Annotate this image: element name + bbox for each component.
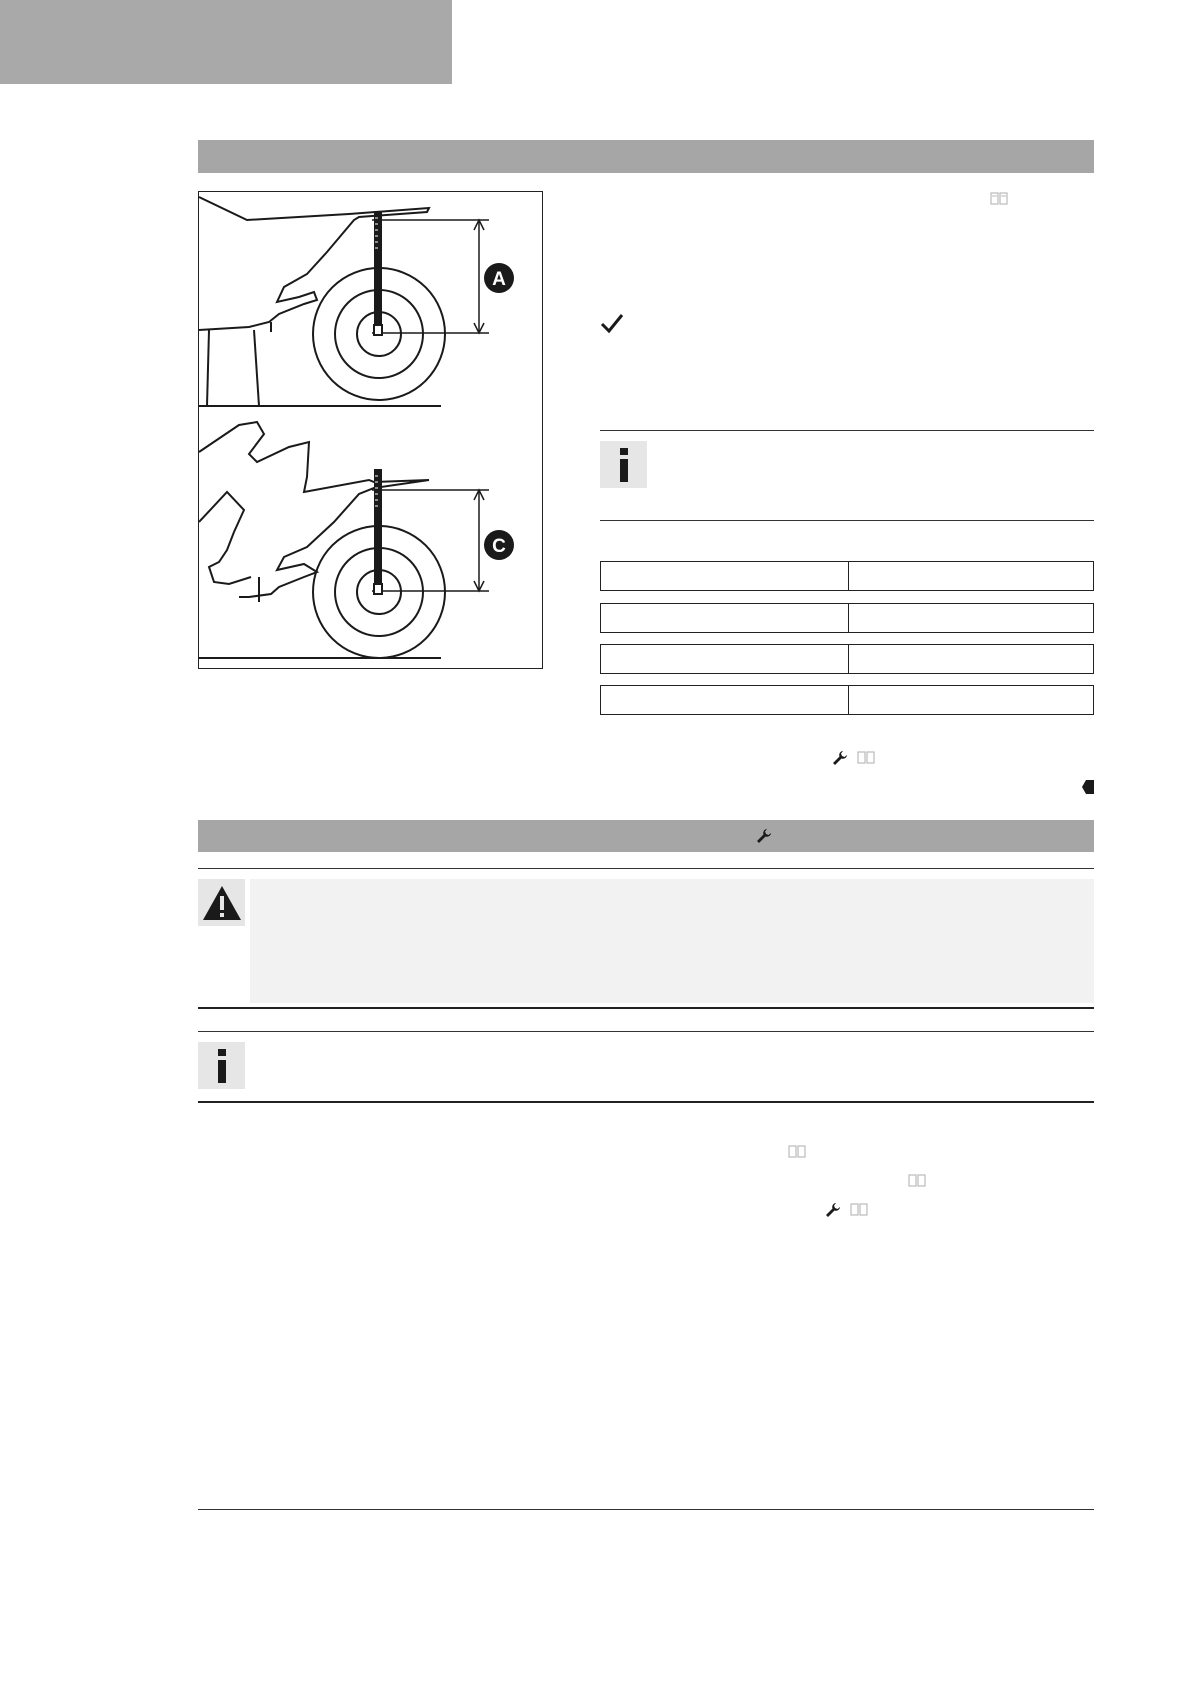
book-reference-icon[interactable] [850, 1203, 868, 1217]
chapter-tab [0, 0, 452, 84]
table-row [600, 561, 1094, 591]
book-reference-icon[interactable] [908, 1174, 926, 1188]
wrench-icon[interactable] [825, 1202, 841, 1218]
section-header-bar [198, 140, 1094, 173]
info-icon-box-2 [198, 1042, 245, 1089]
warning-bottom-rule [198, 1007, 1094, 1009]
label-c: C [492, 536, 506, 557]
book-reference-icon[interactable] [990, 192, 1008, 206]
warning-text-area [250, 879, 1094, 1003]
info-icon [617, 448, 631, 482]
label-a: A [492, 269, 506, 290]
book-reference-icon[interactable] [788, 1145, 806, 1159]
section-header-bar-2 [198, 820, 1094, 852]
info-icon-box [600, 441, 647, 488]
info-bottom-rule [198, 1101, 1094, 1103]
spec-label-cell [600, 561, 849, 591]
table-row [600, 685, 1094, 715]
spec-label-cell [600, 644, 849, 674]
wrench-icon [756, 828, 772, 844]
footer-rule [198, 1509, 1094, 1510]
table-row [600, 644, 1094, 674]
spec-label-cell [600, 685, 849, 715]
section-end-icon [1082, 780, 1094, 794]
checkmark-icon [600, 312, 624, 334]
info-top-rule [198, 1031, 1094, 1032]
note-bottom-rule [600, 520, 1094, 521]
spec-value-cell [849, 561, 1094, 591]
spec-value-cell [849, 644, 1094, 674]
spec-value-cell [849, 603, 1094, 633]
info-icon [215, 1049, 229, 1083]
motorcycle-diagram [199, 192, 542, 668]
table-row [600, 603, 1094, 633]
warning-top-rule [198, 868, 1094, 869]
spec-label-cell [600, 603, 849, 633]
warning-icon-box [198, 879, 245, 926]
spec-value-cell [849, 685, 1094, 715]
warning-icon [202, 885, 242, 921]
note-top-rule [600, 430, 1094, 431]
sag-measurement-figure [198, 191, 543, 669]
book-reference-icon[interactable] [857, 751, 875, 765]
spec-table [600, 561, 1094, 715]
wrench-icon[interactable] [832, 750, 848, 766]
